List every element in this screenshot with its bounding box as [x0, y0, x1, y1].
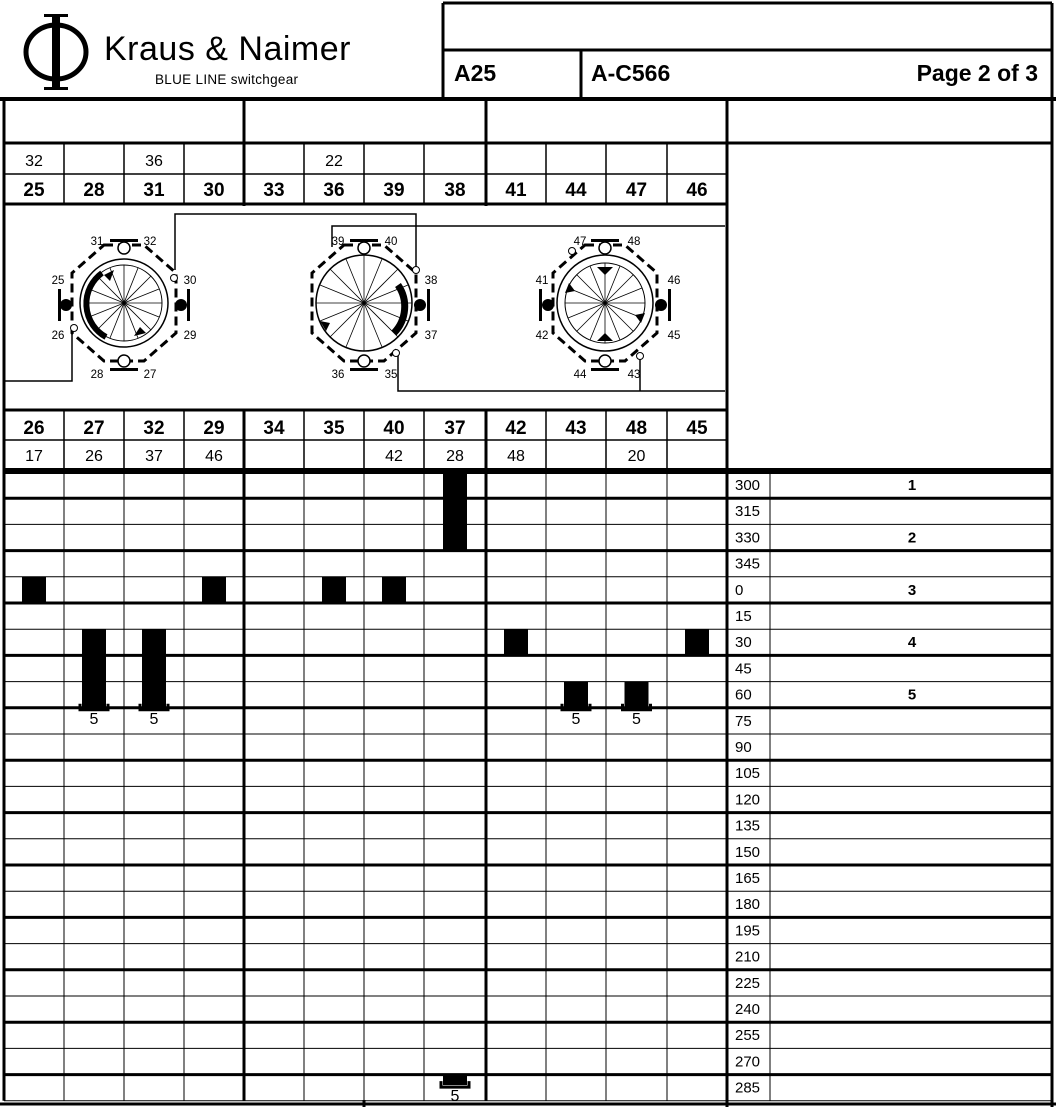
angle-value: 135 [735, 817, 761, 835]
company-name: Kraus & Naimer [104, 30, 351, 68]
terminal-number: 26 [85, 448, 103, 465]
terminal-number: 37 [444, 418, 466, 439]
terminal-number: 30 [203, 180, 225, 201]
diagram-label: 35 [384, 369, 398, 381]
terminal-number: 26 [23, 418, 45, 439]
switch-diagram-3 [539, 239, 671, 371]
diagram-label: 40 [384, 236, 398, 248]
angle-value: 165 [735, 870, 761, 887]
angle-value: 105 [735, 765, 761, 783]
angle-value: 45 [735, 660, 752, 678]
angle-value: 0 [735, 581, 744, 599]
terminal-number: 27 [83, 418, 105, 439]
angle-value: 285 [735, 1079, 761, 1097]
diagram-label: 41 [535, 275, 549, 287]
phi-logo-icon [26, 14, 86, 90]
switch-type-code: A25 [454, 60, 497, 86]
diagram-label: 42 [535, 330, 549, 342]
angle-value: 90 [735, 739, 752, 756]
terminal-number: 29 [203, 418, 225, 439]
diagram-label: 48 [627, 236, 641, 248]
terminal-number: 38 [444, 180, 466, 201]
diagram-label: 39 [331, 236, 345, 248]
diagram-label: 37 [424, 330, 438, 342]
position-number: 5 [907, 686, 917, 704]
position-number: 3 [907, 581, 917, 599]
terminal-number: 46 [686, 180, 708, 201]
wire-line [398, 352, 725, 391]
terminal-number: 48 [625, 418, 648, 439]
diagram-label: 27 [143, 369, 157, 381]
diagram-label: 28 [90, 369, 104, 381]
contact-bar [322, 577, 346, 603]
diagram-label: 29 [183, 330, 197, 342]
terminal-number: 25 [23, 180, 45, 201]
angle-value: 60 [735, 686, 752, 704]
contact-bar [625, 682, 649, 708]
contact-note: 5 [571, 710, 581, 728]
terminal-number: 36 [145, 153, 163, 170]
contact-bar [685, 629, 709, 655]
diagram-label: 31 [90, 236, 104, 248]
switch-diagram-2 [312, 239, 430, 371]
contact-bar [22, 577, 46, 603]
terminal-number: 20 [627, 448, 646, 465]
terminal-number: 36 [323, 180, 345, 201]
contact-bar [504, 629, 528, 655]
terminal-number: 31 [143, 180, 165, 201]
drawing-number: A-C566 [591, 60, 671, 86]
terminal-number: 40 [383, 418, 405, 439]
page-indicator: Page 2 of 3 [916, 60, 1038, 86]
position-number: 4 [907, 634, 917, 652]
angle-value: 120 [735, 791, 761, 809]
terminal-number: 22 [325, 153, 343, 170]
contact-note: 5 [632, 710, 641, 728]
angle-value: 240 [735, 1001, 761, 1018]
diagram-label: 38 [424, 275, 438, 287]
contact-bar [443, 472, 467, 551]
contact-bar [82, 629, 106, 708]
angle-value: 300 [735, 477, 761, 494]
contact-note: 5 [450, 1088, 460, 1106]
contact-bar [382, 577, 406, 603]
angle-value: 75 [735, 712, 752, 730]
terminal-number: 35 [323, 418, 345, 439]
terminal-number: 39 [383, 180, 405, 201]
terminal-number: 43 [565, 418, 587, 439]
terminal-number: 28 [446, 448, 464, 465]
contact-bar [202, 577, 226, 603]
diagram-label: 43 [627, 369, 641, 381]
contact-note: 5 [89, 710, 99, 728]
angle-value: 195 [735, 922, 761, 940]
diagram-label: 30 [183, 275, 197, 287]
terminal-number: 47 [625, 180, 648, 201]
terminal-number: 44 [565, 180, 587, 201]
terminal-number: 42 [505, 418, 527, 439]
diagram-label: 26 [51, 330, 65, 342]
angle-value: 180 [735, 896, 761, 914]
terminal-number: 45 [686, 418, 708, 439]
terminal-number: 41 [505, 180, 527, 201]
switch-diagram-1 [58, 239, 190, 371]
angle-value: 255 [735, 1027, 761, 1045]
diagram-label: 45 [667, 330, 681, 342]
diagram-label: 36 [331, 369, 345, 381]
diagram-label: 32 [143, 236, 157, 248]
terminal-number: 34 [263, 418, 285, 439]
position-number: 1 [907, 477, 917, 494]
angle-value: 270 [735, 1053, 761, 1071]
contact-bar [564, 682, 588, 708]
angle-value: 345 [735, 555, 761, 573]
diagram-label: 25 [51, 275, 65, 287]
diagram-label: 47 [573, 236, 587, 248]
contact-bar [142, 629, 166, 708]
company-tagline: BLUE LINE switchgear [155, 72, 299, 87]
terminal-number: 32 [25, 153, 43, 170]
diagram-label: 46 [667, 275, 681, 287]
angle-value: 150 [735, 843, 761, 861]
contact-note: 5 [149, 710, 159, 728]
wire-line [175, 214, 416, 270]
angle-value: 315 [735, 503, 761, 521]
terminal-number: 42 [385, 448, 403, 465]
angle-value: 210 [735, 948, 761, 966]
angle-value: 330 [735, 529, 761, 547]
angle-value: 15 [735, 608, 752, 625]
terminal-number: 17 [25, 448, 43, 465]
wiring-diagrams [4, 214, 725, 391]
terminal-number: 37 [145, 448, 163, 465]
terminal-number: 33 [263, 180, 285, 201]
terminal-number: 32 [143, 418, 165, 439]
angle-value: 30 [735, 634, 752, 652]
terminal-number: 46 [205, 448, 223, 465]
terminal-number: 28 [83, 180, 105, 201]
contact-bar [443, 1075, 467, 1085]
terminal-number: 48 [507, 448, 525, 465]
diagram-label: 44 [573, 369, 587, 381]
position-number: 2 [907, 529, 917, 547]
angle-value: 225 [735, 974, 761, 992]
